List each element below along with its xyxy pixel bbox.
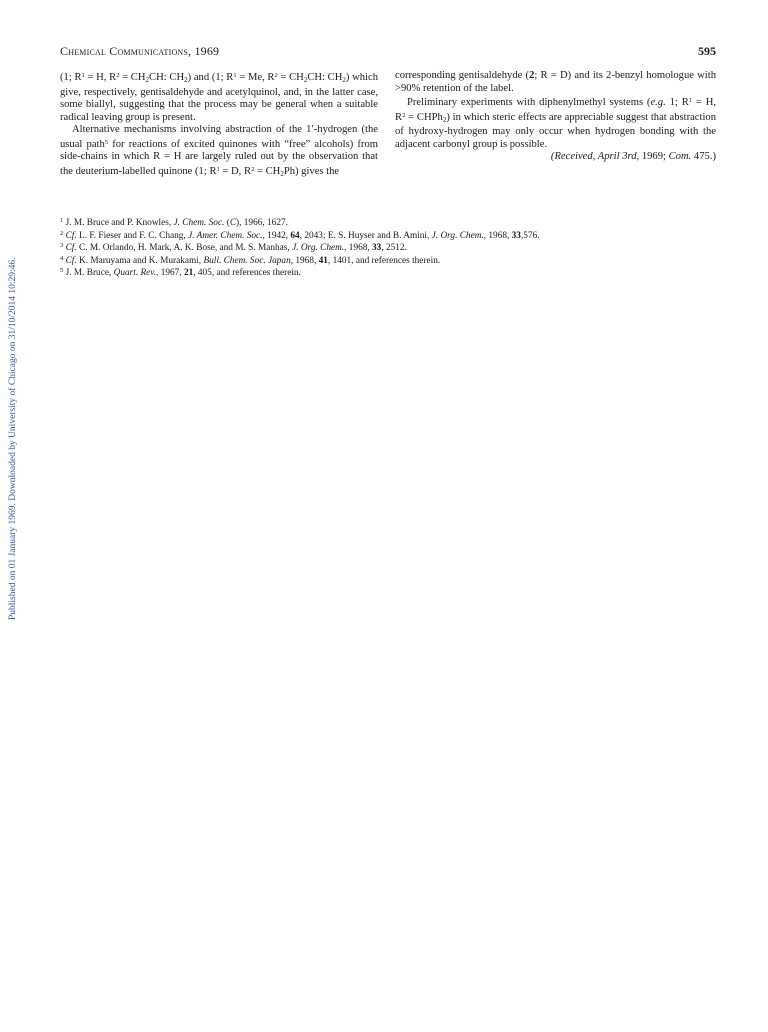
reference-text: J. M. Bruce, bbox=[65, 268, 114, 279]
reference-text: , 1968, bbox=[290, 255, 319, 266]
reference-item bbox=[60, 229, 720, 242]
reference-text: , 2043; E. S. Huyser and B. Amini, bbox=[299, 230, 432, 241]
left-paragraph-2: Alternative mechanisms involving abstraction of the 1′-hydrogen (the usual path$^5$ for reactions of excited quinones with “free” alcohols) from side-chains in which R = H are largely ruled out by the observation that the deuterium-labelled quinone (1; $R^1 = D$, $R^2 = CH_2Ph$) gives the bbox=[60, 124, 378, 178]
reference-text: 64 bbox=[290, 230, 300, 241]
right-paragraph-2: Preliminary experiments with diphenylmethyl systems (e.g. 1; $R^1 = H$, $R^2$ = CHPh$_2$) in which steric effects are appreciable suggest that abstraction of hydroxy-hydrogen may only occur when hydrogen bonding with the adjacent carbonyl group is possible. bbox=[395, 97, 716, 150]
reference-text: , 1401, and references therein. bbox=[327, 255, 441, 266]
reference-text: C. M. Orlando, H. Mark, A. K. Bose, and M. S. Manhas, bbox=[76, 243, 293, 254]
reference-item bbox=[60, 241, 720, 254]
reference-text: C bbox=[229, 218, 237, 228]
left-column bbox=[60, 70, 378, 180]
reference-text: 41 bbox=[318, 255, 328, 266]
reference-number: 5 bbox=[60, 267, 64, 275]
reference-text: Bull. Chem. Soc. Japan bbox=[203, 255, 291, 266]
reference-text: , 1967, bbox=[156, 268, 184, 279]
right-paragraph-1: corresponding gentisaldehyde (2; R = D) and its 2-benzyl homologue with >90% retention of the label. bbox=[395, 70, 716, 94]
reference-number: 1 bbox=[60, 217, 64, 224]
reference-text: K. Maruyama and K. Murakami, bbox=[76, 255, 204, 266]
reference-text: , 1968, bbox=[344, 243, 373, 254]
page-header bbox=[60, 44, 716, 60]
page-number: 595 bbox=[698, 44, 716, 58]
reference-number: 2 bbox=[60, 229, 64, 237]
reference-text: , 2512. bbox=[381, 243, 407, 254]
right-column bbox=[395, 70, 716, 164]
reference-text: J. M. Bruce and P. Knowles, bbox=[65, 218, 174, 228]
reference-text: ,576. bbox=[520, 230, 540, 241]
reference-text: , 1968, bbox=[483, 230, 512, 241]
reference-number: 4 bbox=[60, 254, 64, 262]
publication-watermark: Published on 01 January 1969. Downloaded by University of Chicago on 31/10/2014 10:29:46. bbox=[8, 257, 18, 620]
left-paragraph-1: (1; $R^1 = H$, $R^2 = CH_2CH$: $CH_2$) and (1; $R^1 = Me$, $R^2 = CH_2CH$: $CH_2$) which give, respectively, gentisaldehyde and acetylquinol, and, in the latter case, some biallyl, suggesting that the process may be general when a suitable radical leaving group is present. bbox=[60, 72, 378, 123]
reference-text: Cf. bbox=[65, 243, 77, 254]
reference-text: J. Org. Chem. bbox=[431, 230, 484, 241]
reference-number: 3 bbox=[60, 242, 64, 250]
reference-text: Cf. bbox=[65, 230, 77, 241]
references-list bbox=[60, 216, 720, 279]
reference-text: ), 1966, 1627. bbox=[236, 218, 288, 228]
reference-text: 33 bbox=[372, 243, 382, 254]
reference-text: Cf. bbox=[65, 255, 77, 266]
reference-text: J. Org. Chem. bbox=[292, 243, 345, 254]
reference-text: L. F. Fieser and F. C. Chang, bbox=[76, 230, 189, 241]
reference-item bbox=[60, 266, 720, 279]
reference-text: 33 bbox=[511, 230, 521, 241]
reference-text: 21 bbox=[183, 268, 194, 279]
reference-item bbox=[60, 216, 720, 229]
reference-item bbox=[60, 254, 720, 267]
reference-text: ( bbox=[224, 218, 230, 228]
reference-text: J. Chem. Soc. bbox=[173, 218, 225, 228]
reference-text: J. Amer. Chem. Soc. bbox=[188, 230, 263, 241]
received-date: (Received, April 3rd, 1969; Com. 475.) bbox=[550, 151, 716, 162]
reference-text: , 1942, bbox=[262, 230, 291, 241]
reference-text: , 405, and references therein. bbox=[193, 268, 301, 279]
reference-text: Quart. Rev. bbox=[113, 268, 157, 279]
journal-title: Chemical Communications, 1969 bbox=[60, 44, 220, 58]
